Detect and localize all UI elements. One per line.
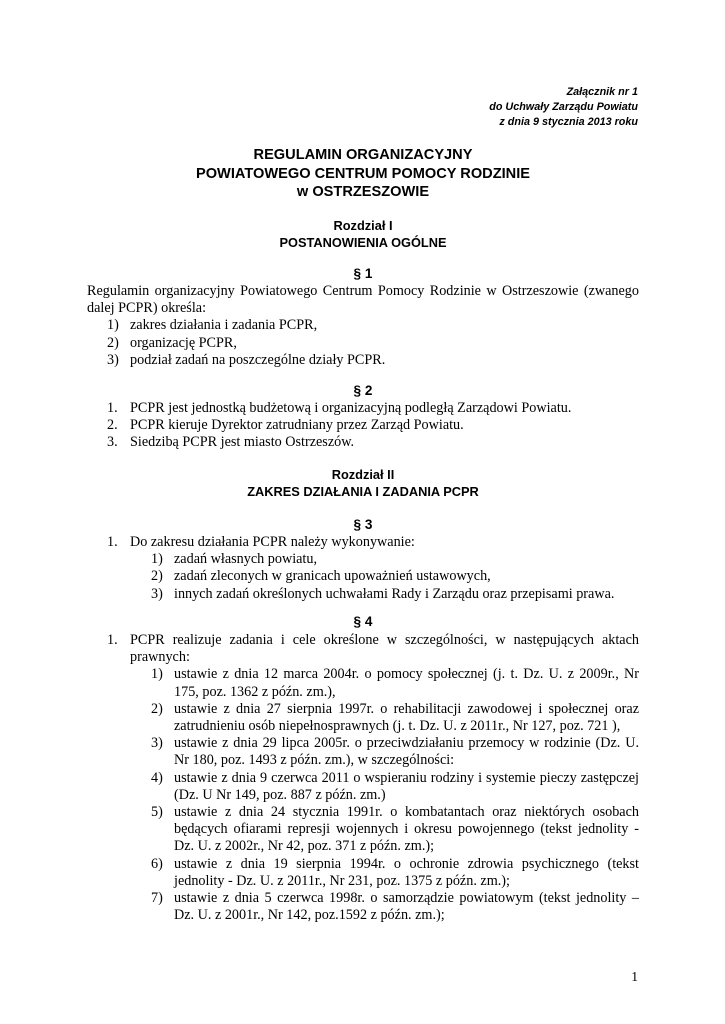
section-4-sublist	[87, 666, 639, 924]
document-title	[87, 146, 639, 202]
list-item: 3) ustawie z dnia 29 lipca 2005r. o przeciwdziałaniu przemocy w rodzinie (Dz. U. Nr 180, poz. 1493 z późn. zm.), w szczególności:	[151, 735, 639, 769]
title-line-3: w OSTRZESZOWIE	[296, 184, 430, 200]
section-3-body	[87, 534, 639, 603]
annex-line-2: do Uchwały Zarządu Powiatu	[489, 101, 638, 113]
title-line-1: REGULAMIN ORGANIZACYJNY	[253, 147, 473, 163]
list-item: 2) zadań zleconych w granicach upoważnień ustawowych,	[151, 568, 491, 585]
annex-line-3: z dnia 9 stycznia 2013 roku	[499, 116, 638, 128]
section-4-mark: § 4	[353, 614, 373, 629]
chapter-2-heading	[87, 466, 639, 500]
list-item: 4) ustawie z dnia 9 czerwca 2011 o wspieraniu rodziny i systemie pieczy zastępczej (Dz. U Nr 149, poz. 887 z późn. zm.)	[151, 769, 639, 803]
page-number: 1	[631, 969, 638, 984]
section-2-body	[87, 400, 639, 452]
annex-header	[338, 85, 638, 130]
section-3-mark: § 3	[353, 517, 373, 532]
section-1-intro: Regulamin organizacyjny Powiatowego Centrum Pomocy Rodzinie w Ostrzeszowie (zwanego dalej PCPR) określa:	[87, 283, 639, 317]
chapter-1-label: Rozdział I	[333, 218, 393, 233]
list-item: 1) zadań własnych powiatu,	[151, 551, 318, 568]
list-item: 1. PCPR jest jednostką budżetową i organizacyjną podległą Zarządowi Powiatu.	[107, 400, 572, 416]
section-4-body	[87, 632, 639, 924]
section-3-sublist	[87, 551, 639, 603]
list-item: 2. PCPR kieruje Dyrektor zatrudniany przez Zarząd Powiatu.	[107, 417, 464, 434]
section-2-list	[87, 400, 639, 452]
list-item: 3) innych zadań określonych uchwałami Rady i Zarządu oraz przepisami prawa.	[151, 585, 615, 602]
chapter-1-name: POSTANOWIENIA OGÓLNE	[279, 235, 447, 250]
list-item: 1) ustawie z dnia 12 marca 2004r. o pomocy społecznej (j. t. Dz. U. z 2009r., Nr 175, poz. 1362 z późn. zm.),	[151, 666, 639, 700]
section-2-mark: § 2	[353, 383, 373, 398]
list-item: 1) zakres działania i zadania PCPR,	[107, 317, 318, 334]
list-item: 3) podział zadań na poszczególne działy PCPR.	[107, 351, 386, 368]
section-1-body	[87, 283, 639, 369]
chapter-2-name: ZAKRES DZIAŁANIA I ZADANIA PCPR	[247, 484, 479, 499]
annex-line-1: Załącznik nr 1	[566, 86, 638, 98]
section-4-point: 1. PCPR realizuje zadania i cele określone w szczególności, w następujących aktach prawnych:	[107, 632, 639, 666]
list-item: 2) organizację PCPR,	[107, 334, 237, 351]
section-1-mark: § 1	[353, 266, 373, 281]
chapter-2-label: Rozdział II	[331, 467, 395, 482]
section-1-list	[87, 317, 639, 369]
chapter-1-heading	[87, 217, 639, 251]
section-3-point: 1. Do zakresu działania PCPR należy wykonywanie:	[107, 534, 415, 550]
list-item: 7) ustawie z dnia 5 czerwca 1998r. o samorządzie powiatowym (tekst jednolity – Dz. U. z 2001r., Nr 142, poz.1592 z późn. zm.);	[151, 890, 639, 924]
list-item: 2) ustawie z dnia 27 sierpnia 1997r. o rehabilitacji zawodowej i społecznej oraz zatrudnieniu osób niepełnosprawnych (j. t. Dz. U. z 2011r., Nr 127, poz. 721 ),	[151, 700, 639, 735]
title-line-2: POWIATOWEGO CENTRUM POMOCY RODZINIE	[195, 165, 531, 182]
list-item: 6) ustawie z dnia 19 sierpnia 1994r. o ochronie zdrowia psychicznego (tekst jednolity - Dz. U. z 2011r., Nr 231, poz. 1375 z późn. zm.);	[151, 855, 639, 889]
list-item: 5) ustawie z dnia 24 stycznia 1991r. o kombatantach oraz niektórych osobach będących ofiarami represji wojennych i okresu powojennego (tekst jednolity - Dz. U. z 2002r., Nr 42, poz. 371 z późn. zm.);	[151, 804, 639, 855]
list-item: 3. Siedzibą PCPR jest miasto Ostrzeszów.	[107, 434, 355, 451]
